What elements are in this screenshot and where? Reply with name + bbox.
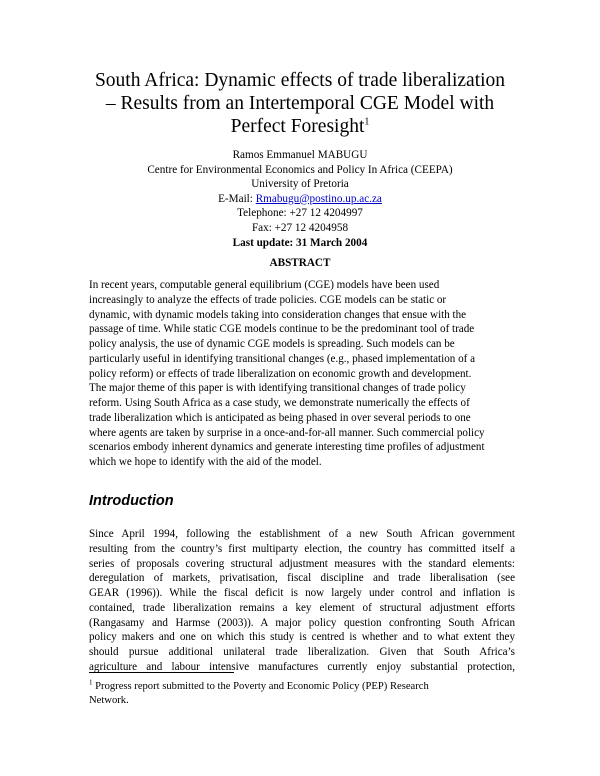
title-footnote-marker[interactable]: 1	[364, 116, 370, 128]
footnote-line-1	[89, 680, 519, 694]
abstract-body	[89, 278, 519, 470]
paper-title	[60, 69, 540, 138]
title-line-3	[60, 115, 540, 138]
abstract-line: dynamic, with dynamic models taking into consideration changes that ensue with the	[89, 308, 467, 321]
footnote	[89, 680, 519, 708]
abstract-line: reform. Using South Africa as a case study, we demonstrate numerically the effects of	[89, 397, 470, 409]
footnote-text-2: Network.	[89, 695, 129, 706]
last-update: Last update: 31 March 2004	[232, 236, 368, 249]
intro-line: resulting from the country’s first multiparty election, the country has committed itself a	[89, 542, 515, 555]
intro-line: contained, trade liberalization remains a key element of structural adjustment efforts	[89, 601, 515, 614]
intro-line: policy makers and one on which this study is centred is whether and to what extent they	[89, 631, 515, 644]
abstract-line: trade liberalization which is anticipated as being phased in over several periods to one	[89, 411, 471, 424]
email-link[interactable]: Rmabugu@postino.up.ac.za	[255, 192, 382, 205]
abstract-line: particularly useful in identifying transitional changes (e.g., phased implementation of a	[89, 352, 476, 365]
abstract-line: increasingly to analyze the effects of trade policies. CGE models can be static or	[89, 293, 447, 306]
fax: Fax: +27 12 4204958	[251, 221, 349, 234]
footnote-divider	[89, 672, 234, 673]
abstract-line: passage of time. While static CGE models continue to be the predominant tool of trade	[89, 323, 475, 336]
intro-line: agriculture and labour intensive manufactures currently enjoy substantial protection,	[89, 660, 515, 673]
author-name: Ramos Emmanuel MABUGU	[232, 149, 368, 161]
abstract-line: The major theme of this paper is with identifying transitional changes of trade policy	[89, 382, 466, 395]
abstract-line: policy reform) or effects of trade liberalization on economic growth and development.	[89, 367, 472, 380]
affiliation-university: University of Pretoria	[251, 178, 349, 191]
intro-line: should pursue additional unilateral trade liberalization. Given that South Africa’s	[89, 646, 515, 658]
intro-line: (Rangasamy and Harmse (2003)). A major policy question confronting South African	[89, 616, 515, 629]
footnote-marker: 1	[89, 678, 93, 687]
intro-line: GEAR (1996)). While the fiscal deficit is now largely under control and inflation is	[89, 587, 515, 599]
title-line-3-text: Perfect Foresight	[230, 116, 365, 137]
intro-line: Since April 1994, following the establishment of a new South African government	[89, 528, 515, 540]
title-line-1: South Africa: Dynamic effects of trade liberalization	[94, 70, 506, 91]
intro-line: deregulation of markets, privatisation, fiscal discipline and trade liberalisation (see	[89, 572, 515, 585]
abstract-line: scenarios embody inherent dynamics and generate interesting time profiles of adjustment	[89, 441, 485, 454]
intro-line: series of proposals covering structural adjustment measures with the standard elements:	[89, 557, 515, 570]
abstract-line: where agents are taken by surprise in a once-and-for-all manner. Such commercial policy	[89, 426, 485, 439]
telephone: Telephone: +27 12 4204997	[237, 207, 363, 220]
abstract-line: which we hope to identify with the aid of the model.	[89, 456, 322, 468]
affiliation-centre: Centre for Environmental Economics and Policy In Africa (CEEPA)	[147, 163, 453, 176]
introduction-heading: Introduction	[89, 493, 174, 509]
abstract-line: policy analysis, the use of dynamic CGE models is spreading. Such models can be	[89, 338, 455, 350]
footnote-text-1: Progress report submitted to the Poverty and Economic Policy (PEP) Research	[92, 681, 429, 692]
title-line-2: – Results from an Intertemporal CGE Model with	[105, 93, 495, 114]
abstract-heading: ABSTRACT	[269, 257, 331, 269]
email-label: E-Mail:	[218, 192, 256, 205]
introduction-body	[89, 527, 515, 675]
author-block	[100, 148, 500, 250]
abstract-line: In recent years, computable general equilibrium (CGE) models have been used	[89, 279, 440, 291]
email-row	[100, 192, 500, 207]
